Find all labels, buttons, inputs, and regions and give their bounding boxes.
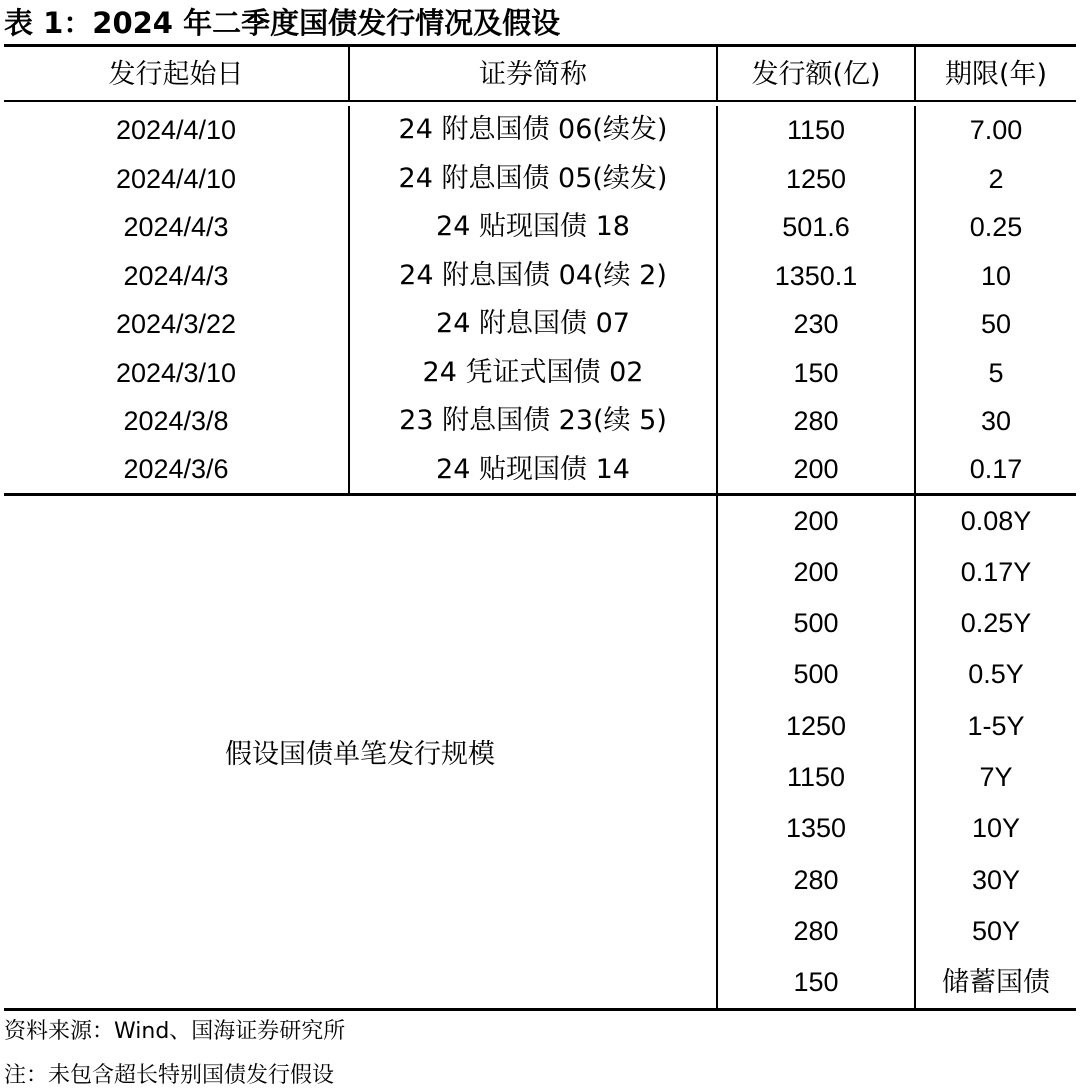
assumed-amount-cell: 200	[718, 496, 916, 547]
assumption-rows	[718, 496, 1076, 1009]
security-name-cell: 24 贴现国债 18	[350, 203, 718, 252]
term-cell: 7.00	[969, 115, 1023, 145]
security-name-cell: 24 凭证式国债 02	[350, 349, 718, 398]
assumption-row	[718, 803, 1076, 854]
issued-bonds-body	[4, 102, 1076, 493]
assumed-amount-cell: 280	[718, 906, 916, 957]
issue-date-cell: 2024/3/6	[4, 446, 350, 493]
term-cell: 5	[988, 357, 1004, 388]
assumption-row	[718, 855, 1076, 906]
term-cell: 2	[988, 163, 1004, 194]
assumed-term-cell: 储蓄国债	[942, 967, 1050, 999]
term-cell: 10	[980, 260, 1012, 291]
security-name-cell: 24 附息国债 05(续发)	[350, 155, 718, 204]
assumed-amount-cell: 200	[718, 547, 916, 598]
table-row	[4, 397, 1076, 446]
issue-amount-cell: 150	[718, 349, 916, 398]
table-row	[4, 155, 1076, 204]
assumption-label: 假设国债单笔发行规模	[4, 496, 718, 1009]
issue-date-cell: 2024/3/10	[4, 349, 350, 398]
table-row	[4, 203, 1076, 252]
issue-amount-cell: 230	[718, 300, 916, 349]
assumed-amount-cell: 1150	[718, 752, 916, 803]
issue-amount-cell: 200	[718, 446, 916, 493]
header-security-name: 证券简称	[350, 47, 718, 102]
issue-date-cell: 2024/3/8	[4, 397, 350, 446]
assumed-term-cell: 10Y	[971, 813, 1021, 844]
assumed-amount-cell: 500	[718, 649, 916, 700]
term-cell: 30	[980, 406, 1012, 436]
assumption-row	[718, 496, 1076, 547]
table-title: 表 1：2024 年二季度国债发行情况及假设	[4, 6, 561, 40]
term-cell: 50	[980, 309, 1012, 339]
source-note: 资料来源：Wind、国海证券研究所	[4, 1019, 346, 1044]
header-term: 期限(年)	[916, 47, 1076, 102]
issue-amount-cell: 280	[718, 397, 916, 446]
table-row	[4, 300, 1076, 349]
footnote: 注：未包含超长特别国债发行假设	[4, 1063, 335, 1088]
table-row	[4, 106, 1076, 155]
table-header-row	[4, 47, 1076, 102]
issue-date-cell: 2024/3/22	[4, 300, 350, 349]
security-name-cell: 24 贴现国债 14	[350, 446, 718, 493]
assumption-row	[718, 649, 1076, 700]
bond-issuance-table	[4, 44, 1076, 1011]
assumed-amount-cell: 280	[718, 855, 916, 906]
issue-amount-cell: 1350.1	[718, 252, 916, 301]
assumed-term-cell: 0.17Y	[960, 556, 1032, 587]
assumption-row	[718, 752, 1076, 803]
assumed-amount-cell: 1350	[718, 803, 916, 854]
assumed-term-cell: 0.5Y	[968, 659, 1024, 690]
assumption-section	[4, 493, 1076, 1009]
assumed-amount-cell: 150	[718, 957, 916, 1008]
issue-date-cell: 2024/4/3	[4, 252, 350, 301]
issue-amount-cell: 1150	[718, 106, 916, 155]
table-row	[4, 446, 1076, 493]
assumption-row	[718, 547, 1076, 598]
assumed-term-cell: 0.25Y	[960, 608, 1032, 639]
issue-date-cell: 2024/4/10	[4, 155, 350, 204]
assumption-row	[718, 906, 1076, 957]
issue-date-cell: 2024/4/10	[4, 106, 350, 155]
assumed-term-cell: 7Y	[979, 761, 1013, 792]
security-name-cell: 24 附息国债 06(续发)	[350, 106, 718, 155]
assumed-term-cell: 1-5Y	[967, 710, 1025, 741]
assumption-row	[718, 701, 1076, 752]
assumed-amount-cell: 1250	[718, 701, 916, 752]
security-name-cell: 24 附息国债 04(续 2)	[350, 252, 718, 301]
table-row	[4, 252, 1076, 301]
assumed-amount-cell: 500	[718, 598, 916, 649]
assumption-row	[718, 598, 1076, 649]
issue-date-cell: 2024/4/3	[4, 203, 350, 252]
issue-amount-cell: 1250	[718, 155, 916, 204]
table-row	[4, 349, 1076, 398]
header-issue-amount: 发行额(亿)	[718, 47, 916, 102]
assumed-term-cell: 50Y	[971, 915, 1021, 946]
term-cell: 0.25	[969, 212, 1023, 242]
assumed-term-cell: 0.08Y	[960, 505, 1032, 536]
term-cell: 0.17	[969, 453, 1023, 484]
assumption-row	[718, 957, 1076, 1008]
security-name-cell: 23 附息国债 23(续 5)	[350, 397, 718, 446]
header-issue-date: 发行起始日	[4, 47, 350, 102]
security-name-cell: 24 附息国债 07	[350, 300, 718, 349]
assumed-term-cell: 30Y	[971, 864, 1021, 895]
issue-amount-cell: 501.6	[718, 203, 916, 252]
